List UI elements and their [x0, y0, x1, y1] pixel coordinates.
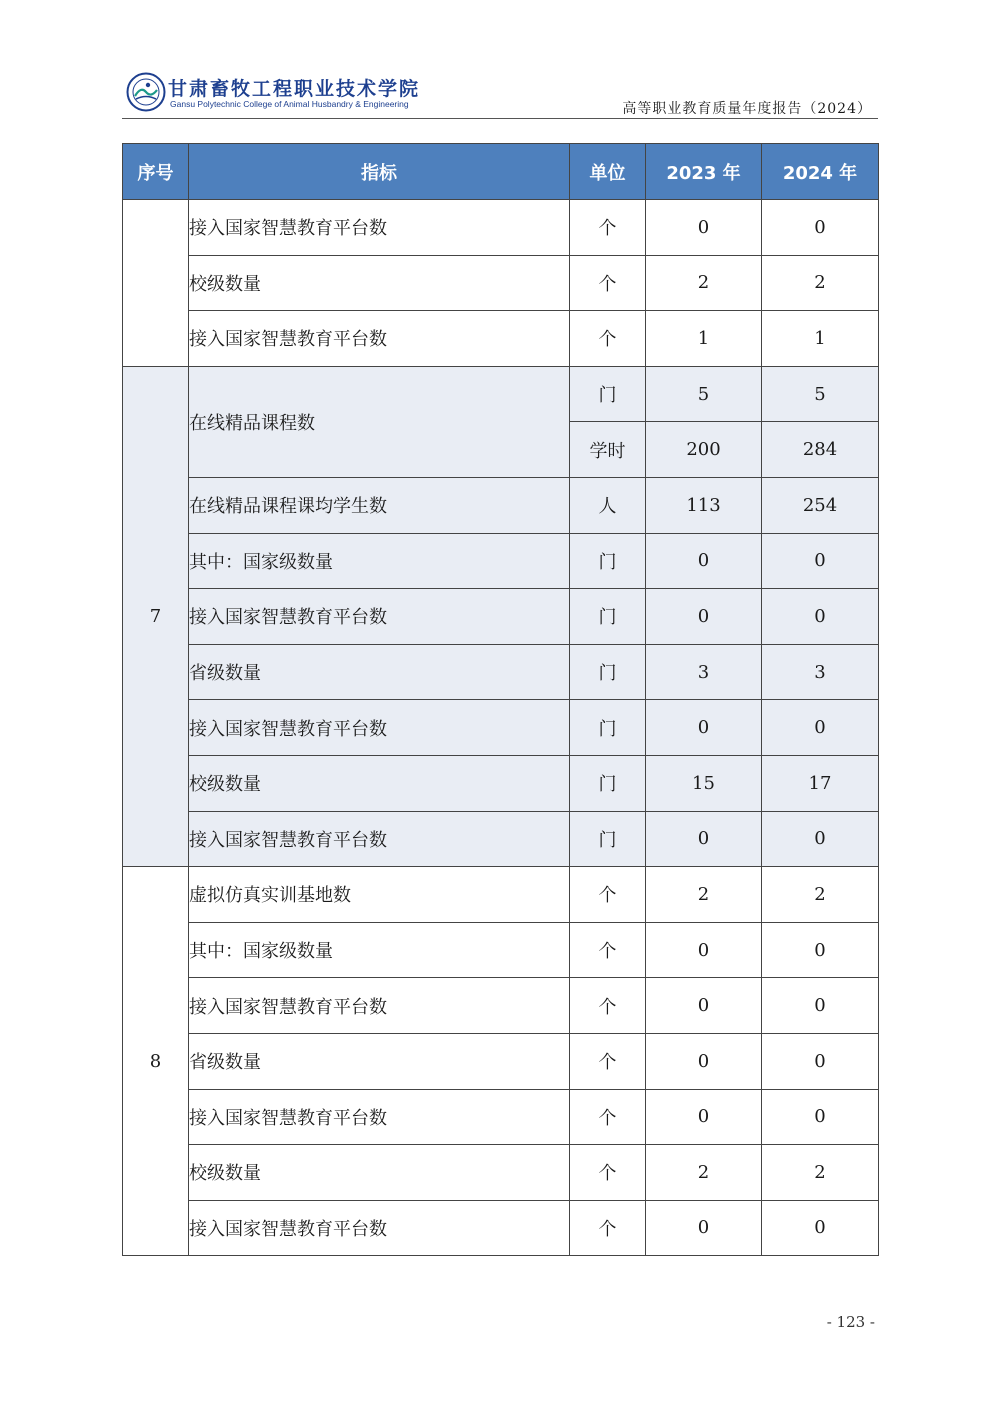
table-row [123, 700, 879, 756]
indicator-table [122, 143, 879, 1256]
value-2023-cell: 0 [646, 1200, 762, 1256]
value-2023-cell: 0 [646, 589, 762, 645]
value-2023-cell: 2 [646, 867, 762, 923]
value-2024-cell: 2 [762, 255, 879, 311]
school-name-cn: 甘肃畜牧工程职业技术学院 [168, 78, 421, 100]
unit-cell: 门 [570, 533, 646, 589]
group-8 [123, 867, 879, 1256]
value-2024-cell: 0 [762, 978, 879, 1034]
value-2023-cell: 15 [646, 755, 762, 811]
table-row [123, 477, 879, 533]
value-2024-cell: 0 [762, 1200, 879, 1256]
table-row [123, 755, 879, 811]
table-row [123, 1033, 879, 1089]
value-2024-cell: 0 [762, 589, 879, 645]
table-row [123, 533, 879, 589]
indicator-cell: 接入国家智慧教育平台数 [189, 1089, 570, 1145]
value-2023-cell: 0 [646, 1033, 762, 1089]
unit-cell: 个 [570, 1033, 646, 1089]
indicator-cell: 接入国家智慧教育平台数 [189, 811, 570, 867]
value-2023-cell: 0 [646, 533, 762, 589]
table-row [123, 1089, 879, 1145]
indicator-cell: 接入国家智慧教育平台数 [189, 978, 570, 1034]
unit-cell: 门 [570, 700, 646, 756]
group-continued [123, 200, 879, 367]
unit-cell: 门 [570, 644, 646, 700]
value-2024-cell: 2 [762, 1145, 879, 1201]
value-2024-cell: 1 [762, 311, 879, 367]
seq-cell: 8 [123, 867, 189, 1256]
table-header-row [123, 144, 879, 200]
unit-cell: 个 [570, 867, 646, 923]
school-name-en: Gansu Polytechnic College of Animal Husbandry & Engineering [170, 99, 409, 109]
indicator-cell: 校级数量 [189, 755, 570, 811]
unit-cell: 个 [570, 922, 646, 978]
indicator-cell: 校级数量 [189, 1145, 570, 1201]
unit-cell: 门 [570, 755, 646, 811]
header-2024: 2024 年 [762, 144, 879, 200]
unit-cell: 个 [570, 200, 646, 256]
unit-cell: 个 [570, 1145, 646, 1201]
value-2023-cell: 5 [646, 366, 762, 422]
indicator-cell: 校级数量 [189, 255, 570, 311]
header-seq: 序号 [123, 144, 189, 200]
unit-cell: 个 [570, 311, 646, 367]
indicator-cell: 接入国家智慧教育平台数 [189, 311, 570, 367]
value-2023-cell: 0 [646, 922, 762, 978]
table-row [123, 811, 879, 867]
unit-cell: 门 [570, 589, 646, 645]
value-2023-cell: 2 [646, 1145, 762, 1201]
indicator-cell: 接入国家智慧教育平台数 [189, 700, 570, 756]
value-2023-cell: 2 [646, 255, 762, 311]
table-row [123, 366, 879, 422]
header-2023: 2023 年 [646, 144, 762, 200]
value-2023-cell: 0 [646, 811, 762, 867]
value-2024-cell: 0 [762, 811, 879, 867]
unit-cell: 学时 [570, 422, 646, 478]
value-2024-cell: 0 [762, 200, 879, 256]
unit-cell: 个 [570, 1200, 646, 1256]
value-2024-cell: 254 [762, 477, 879, 533]
value-2023-cell: 3 [646, 644, 762, 700]
value-2024-cell: 284 [762, 422, 879, 478]
indicator-cell: 在线精品课程数 [189, 366, 570, 477]
value-2023-cell: 0 [646, 700, 762, 756]
unit-cell: 人 [570, 477, 646, 533]
indicator-cell: 省级数量 [189, 644, 570, 700]
page-number: - 123 - [826, 1313, 875, 1331]
seq-cell-empty [123, 200, 189, 367]
indicator-cell: 在线精品课程课均学生数 [189, 477, 570, 533]
value-2024-cell: 17 [762, 755, 879, 811]
table-row [123, 1200, 879, 1256]
header-indicator: 指标 [189, 144, 570, 200]
value-2024-cell: 3 [762, 644, 879, 700]
seq-cell: 7 [123, 366, 189, 866]
value-2023-cell: 1 [646, 311, 762, 367]
value-2024-cell: 0 [762, 1089, 879, 1145]
unit-cell: 个 [570, 255, 646, 311]
table-row [123, 200, 879, 256]
page-header [122, 66, 878, 120]
indicator-cell: 接入国家智慧教育平台数 [189, 200, 570, 256]
value-2024-cell: 0 [762, 533, 879, 589]
value-2023-cell: 200 [646, 422, 762, 478]
table-row [123, 922, 879, 978]
unit-cell: 门 [570, 366, 646, 422]
value-2024-cell: 0 [762, 700, 879, 756]
indicator-cell: 其中：国家级数量 [189, 922, 570, 978]
indicator-cell: 接入国家智慧教育平台数 [189, 1200, 570, 1256]
indicator-cell: 虚拟仿真实训基地数 [189, 867, 570, 923]
college-seal-icon [126, 72, 166, 112]
value-2023-cell: 0 [646, 200, 762, 256]
unit-cell: 个 [570, 1089, 646, 1145]
group-7 [123, 366, 879, 866]
value-2024-cell: 0 [762, 922, 879, 978]
value-2023-cell: 0 [646, 1089, 762, 1145]
table-row [123, 589, 879, 645]
indicator-cell: 接入国家智慧教育平台数 [189, 589, 570, 645]
table-row [123, 978, 879, 1034]
table-row [123, 311, 879, 367]
unit-cell: 个 [570, 978, 646, 1034]
indicator-cell: 省级数量 [189, 1033, 570, 1089]
value-2023-cell: 0 [646, 978, 762, 1034]
value-2024-cell: 5 [762, 366, 879, 422]
value-2023-cell: 113 [646, 477, 762, 533]
header-rule [122, 118, 878, 119]
header-unit: 单位 [570, 144, 646, 200]
value-2024-cell: 0 [762, 1033, 879, 1089]
indicator-cell: 其中：国家级数量 [189, 533, 570, 589]
unit-cell: 门 [570, 811, 646, 867]
report-title: 高等职业教育质量年度报告（2024） [622, 101, 872, 117]
table-row [123, 255, 879, 311]
table-row [123, 867, 879, 923]
table-row [123, 644, 879, 700]
table-row [123, 1145, 879, 1201]
value-2024-cell: 2 [762, 867, 879, 923]
